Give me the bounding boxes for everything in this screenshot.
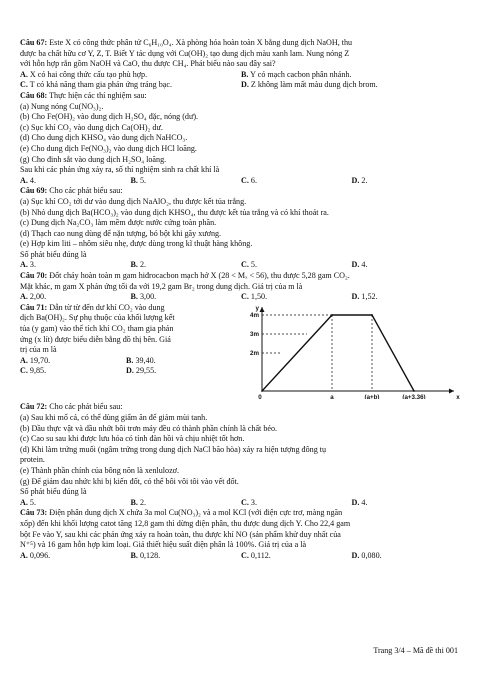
y-tick-3m: 3m	[250, 330, 259, 338]
q72-line-8: (g) Để giảm đau nhức khi bị kiến đốt, có thể bôi vôi tôi vào vết đốt.	[20, 476, 239, 486]
y-tick-2m: 2m	[250, 349, 259, 357]
q71-options-row-2	[20, 366, 232, 377]
q69-line-7: Số phát biểu đúng là	[20, 249, 87, 259]
question-70	[20, 271, 462, 303]
q71-option-b[interactable]: B. 39,40.	[126, 355, 156, 365]
q70-line-2: Mặt khác, m gam X phản ứng tối đa với 19,2 gam Br₂ trong dung dịch. Giá trị của m là	[20, 281, 303, 291]
q72-line-1: Câu 72: Cho các phát biểu sau:	[20, 402, 123, 412]
series-line	[262, 315, 414, 391]
q69-line-3: (b) Nhỏ dung dịch Ba(HCO₃)₂ vào dung dịch KHSO₄, thu được kết tủa trắng và có khí thoát ra.	[20, 207, 329, 217]
q73-line-3: bột Fe vào Y, sau khi các phản ứng xảy ra hoàn toàn, thu được khí NO (sản phẩm khử duy nhất của	[20, 529, 341, 539]
q70-option-c[interactable]: C. 1,50.	[241, 292, 268, 302]
data-point-3	[413, 390, 415, 392]
q67-option-b[interactable]: B. Y có mạch cacbon phân nhánh.	[241, 69, 352, 79]
q68-options	[20, 176, 462, 187]
q71-chart-column	[232, 303, 462, 403]
x-tick-a: a	[330, 393, 334, 399]
q73-option-a[interactable]: A. 0,096.	[20, 550, 51, 560]
page-footer: Trang 3/4 – Mã đề thi 001	[373, 646, 458, 655]
q72-option-a[interactable]: A. 5.	[20, 497, 36, 507]
q69-line-1: Câu 69: Cho các phát biểu sau:	[20, 186, 123, 196]
y-tick-4m: 4m	[250, 311, 259, 319]
q71-options-row-1	[20, 356, 232, 367]
q67-option-c[interactable]: C. T có khả năng tham gia phản ứng tráng bạc.	[20, 80, 172, 90]
q67-line-2: được ba chất hữu cơ Y, Z, T. Biết Y tác dụng với Cu(OH)₂ tạo dung dịch màu xanh lam. Nung nóng Z	[20, 48, 350, 58]
q71-line-5: trị của m là	[20, 345, 57, 355]
q69-line-5: (d) Thạch cao nung dùng để nặn tượng, bó bột khi gãy xương.	[20, 228, 222, 238]
q69-options	[20, 260, 462, 271]
y-axis-label: y	[255, 304, 259, 312]
q68-option-d[interactable]: D. 2.	[351, 175, 368, 185]
x-axis-label: x	[456, 393, 460, 399]
q69-option-c[interactable]: C. 5.	[241, 260, 257, 270]
data-point-0	[261, 390, 263, 392]
q67-options-row-1	[20, 70, 462, 81]
q71-option-d[interactable]: D. 29,55.	[126, 366, 157, 376]
q72-line-9: Số phát biểu đúng là	[20, 487, 87, 497]
q69-option-b[interactable]: B. 2.	[130, 260, 147, 270]
q67-line-1: Câu 67: Este X có công thức phân tử C₆H₁₀O₄. Xà phòng hóa hoàn toàn X bằng dung dịch NaOH, thu	[20, 38, 353, 47]
question-73	[20, 508, 462, 561]
question-69	[20, 186, 462, 271]
q69-option-d[interactable]: D. 4.	[351, 260, 368, 270]
q72-line-6: protein.	[20, 455, 45, 465]
q72-option-d[interactable]: D. 4.	[351, 497, 368, 507]
q71-line-4: ứng (x lít) được biểu diễn bằng đồ thị bên. Giá	[20, 334, 171, 344]
q67-line-3: với hỗn hợp rắn gồm NaOH và CaO, thu được CH₄. Phát biểu nào sau đây sai?	[20, 59, 276, 69]
x-tick-a-plus-b: (a+b)	[364, 393, 380, 399]
q68-line-3: (b) Cho Fe(OH)₂ vào dung dịch H₂SO₄ đặc, nóng (dư).	[20, 112, 199, 122]
q70-options	[20, 292, 462, 303]
q68-option-b[interactable]: B. 5.	[130, 175, 147, 185]
question-67	[20, 38, 462, 91]
q69-line-4: (c) Dung dịch Na₂CO₃ làm mềm được nước cứng toàn phần.	[20, 218, 217, 228]
q68-line-8: Sau khi các phản ứng xảy ra, số thí nghiệm sinh ra chất khí là	[20, 165, 220, 175]
q73-options	[20, 551, 462, 562]
q69-line-6: (e) Hợp kim liti – nhôm siêu nhẹ, được dùng trong kĩ thuật hàng không.	[20, 239, 253, 249]
y-axis-arrow	[260, 307, 265, 312]
q72-line-4: (c) Cao su sau khi được lưu hóa có tính đàn hồi và chịu nhiệt tốt hơn.	[20, 434, 245, 444]
q69-line-2: (a) Sục khí CO₂ tới dư vào dung dịch NaAlO₂, thu được kết tủa trắng.	[20, 196, 247, 206]
data-point-1	[331, 314, 333, 316]
q73-line-2: xốp) đến khi khối lượng catot tăng 12,8 gam thì dừng điện phân, thu được dung dịch Y. Cho 22,4 gam	[20, 518, 351, 528]
q68-line-1: Câu 68: Thực hiện các thí nghiệm sau:	[20, 90, 147, 100]
q72-line-3: (b) Dầu thực vật và dầu nhớt bôi trơn máy đều có thành phần chính là chất béo.	[20, 423, 278, 433]
q70-option-b[interactable]: B. 3,00.	[130, 292, 157, 302]
question-71	[20, 303, 462, 403]
q67-option-d[interactable]: D. Z không làm mất màu dung dịch brom.	[241, 80, 378, 90]
q70-option-d[interactable]: D. 1,52.	[351, 292, 378, 302]
q72-line-5: (d) Khi làm trứng muối (ngâm trứng trong dung dịch NaCl bão hòa) xảy ra hiện tượng đông tụ	[20, 444, 327, 454]
q70-line-1: Câu 70: Đốt cháy hoàn toàn m gam hiđrocacbon mạch hở X (28 < Mₓ < 56), thu được 5,28 gam CO₂.	[20, 271, 350, 281]
question-72	[20, 402, 462, 508]
q73-line-4: N⁺⁵) và 16 gam hỗn hợp kim loại. Giả thiết hiệu suất điện phân là 100%. Giá trị của a là	[20, 540, 307, 550]
q73-option-c[interactable]: C. 0,112.	[241, 550, 271, 560]
q73-line-1: Câu 73: Điện phân dung dịch X chứa 3a mol Cu(NO₃)₂ và a mol KCl (với điện cực trơ, màng ngăn	[20, 508, 343, 518]
q70-option-a[interactable]: A. 2,00.	[20, 292, 47, 302]
q73-option-b[interactable]: B. 0,128.	[130, 550, 161, 560]
q71-option-a[interactable]: A. 19,70.	[20, 355, 51, 365]
q68-line-5: (d) Cho dung dịch KHSO₄ vào dung dịch NaHCO₃.	[20, 133, 188, 143]
q68-option-a[interactable]: A. 4.	[20, 175, 36, 185]
x-axis-arrow	[449, 388, 454, 393]
q68-line-7: (g) Cho đinh sắt vào dung dịch H₂SO₄ loãng.	[20, 154, 167, 164]
q68-line-2: (a) Nung nóng Cu(NO₃)₂.	[20, 101, 104, 111]
q71-line-3: tủa (y gam) vào thể tích khí CO₂ tham gia phản	[20, 324, 174, 334]
q71-text-column	[20, 303, 232, 403]
q72-options	[20, 498, 462, 509]
q72-option-b[interactable]: B. 2.	[130, 497, 147, 507]
q72-line-2: (a) Sau khi mổ cá, có thể dùng giấm ăn để giảm mùi tanh.	[20, 413, 208, 423]
q68-option-c[interactable]: C. 6.	[241, 175, 257, 185]
data-point-2	[371, 314, 373, 316]
precipitate-chart	[232, 303, 462, 399]
q71-option-c[interactable]: C. 9,85.	[20, 366, 47, 376]
question-68	[20, 91, 462, 186]
q69-option-a[interactable]: A. 3.	[20, 260, 36, 270]
x-tick-0: 0	[258, 393, 262, 399]
q72-line-7: (e) Thành phần chính của bông nõn là xenlulozơ.	[20, 466, 179, 475]
q67-option-a[interactable]: A. X có hai công thức cấu tạo phù hợp.	[20, 69, 148, 79]
q68-line-6: (e) Cho dung dịch Fe(NO₃)₂ vào dung dịch HCl loãng.	[20, 143, 197, 153]
q72-option-c[interactable]: C. 3.	[241, 497, 257, 507]
q67-options-row-2	[20, 80, 462, 91]
x-tick-a-plus-336: (a+3,36)	[402, 393, 426, 399]
q71-line-2: dịch Ba(OH)₂. Sự phụ thuộc của khối lượng kết	[20, 313, 175, 323]
q71-line-1: Câu 71: Dẫn từ từ đến dư khí CO₂ vào dung	[20, 302, 165, 312]
q68-line-4: (c) Sục khí CO₂ vào dung dịch Ca(OH)₂ dư.	[20, 122, 163, 132]
q73-option-d[interactable]: D. 0,080.	[351, 550, 382, 560]
